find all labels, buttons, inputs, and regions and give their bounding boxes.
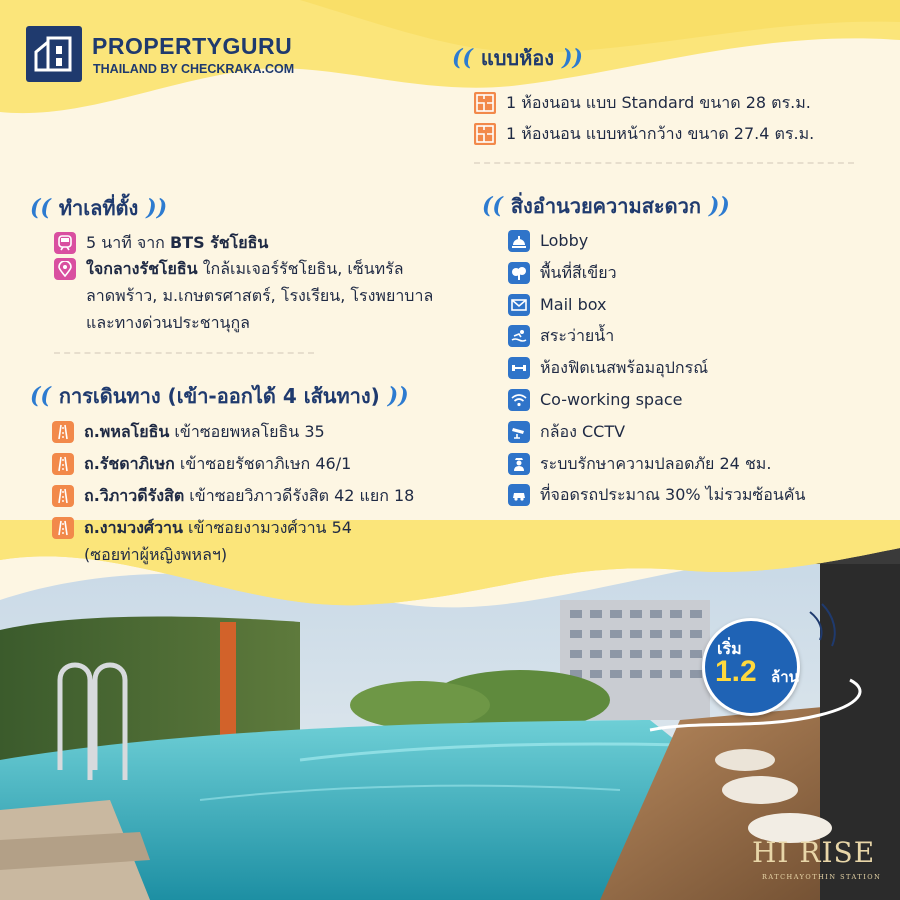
quote-close-icon: )): [146, 195, 168, 221]
facility-label: พื้นที่สีเขียว: [540, 262, 617, 282]
dumbbell-icon: [508, 357, 530, 379]
security-guard-icon: [508, 453, 530, 475]
facility-label: ห้องฟิตเนสพร้อมอุปกรณ์: [540, 358, 709, 378]
location-heading: [30, 192, 167, 224]
list-item: [508, 453, 898, 475]
price-unit: ล้าน: [771, 668, 799, 686]
quote-close-icon: )): [387, 383, 409, 409]
travel-list: [52, 421, 472, 568]
quote-close-icon: )): [562, 45, 583, 71]
facility-label: สระว่ายน้ำ: [540, 326, 615, 346]
room-type-text: 1 ห้องนอน แบบ Standard ขนาด 28 ตร.ม.: [506, 93, 811, 112]
list-item: [508, 421, 898, 443]
swimming-icon: [508, 325, 530, 347]
divider: [54, 352, 314, 355]
facility-label: กล้อง CCTV: [540, 421, 626, 441]
quote-open-icon: ((: [452, 45, 473, 71]
facility-label: Mail box: [540, 294, 607, 314]
list-item: [52, 485, 472, 507]
price-badge: [702, 618, 800, 716]
list-item: [474, 92, 894, 114]
tree-icon: [508, 262, 530, 284]
list-item: [54, 232, 454, 254]
project-logo: HI RISE: [752, 836, 876, 869]
location-text: ใจกลางรัชโยธิน ใกล้เมเจอร์รัชโยธิน, เซ็นทรัล ลาดพร้าว, ม.เกษตรศาสตร์, โรงเรียน, โรงพยาบาล และทางด่วนประชานุกูล: [86, 259, 434, 332]
facility-label: Co-working space: [540, 389, 683, 409]
travel-text: ถ.งามวงศ์วาน เข้าซอยงามวงศ์วาน 54 (ซอยท่าผู้หญิงพหลฯ): [84, 518, 352, 564]
facilities-title: สิ่งอำนวยความสะดวก: [510, 194, 701, 218]
quote-open-icon: ((: [482, 193, 503, 219]
travel-text: ถ.รัชดาภิเษก เข้าซอยรัชดาภิเษก 46/1: [84, 454, 352, 473]
facilities-heading: [482, 190, 730, 222]
travel-text: ถ.พหลโยธิน เข้าซอยพหลโยธิน 35: [84, 422, 325, 441]
room-types-title: แบบห้อง: [480, 46, 555, 70]
location-list: [54, 232, 454, 336]
list-item: [508, 325, 898, 347]
train-icon: [54, 232, 76, 254]
list-item: [474, 123, 894, 145]
wifi-icon: [508, 389, 530, 411]
brand-name: PROPERTYGURU: [92, 33, 293, 59]
road-icon: [52, 485, 74, 507]
list-item: [54, 258, 454, 336]
floor-plan-icon: [474, 92, 496, 114]
facility-label: ที่จอดรถประมาณ 30% ไม่รวมซ้อนคัน: [540, 485, 806, 505]
list-item: [508, 357, 898, 379]
list-item: [52, 421, 472, 443]
location-title: ทำเลที่ตั้ง: [58, 196, 139, 220]
quote-open-icon: ((: [30, 383, 51, 409]
car-parking-icon: [508, 484, 530, 506]
travel-title: การเดินทาง (เข้า-ออกได้ 4 เส้นทาง): [58, 384, 380, 408]
facilities-list: [508, 230, 898, 506]
concierge-bell-icon: [508, 230, 530, 252]
list-item: [508, 389, 898, 411]
location-text: 5 นาที จาก BTS รัชโยธิน: [86, 233, 269, 252]
quote-close-icon: )): [708, 193, 730, 219]
road-icon: [52, 453, 74, 475]
project-logo-subtitle: RATCHAYOTHIN STATION: [762, 873, 882, 881]
road-icon: [52, 421, 74, 443]
list-item: [508, 484, 898, 506]
facility-label: ระบบรักษาความปลอดภัย 24 ชม.: [540, 453, 772, 473]
map-pin-icon: [54, 258, 76, 280]
list-item: [52, 453, 472, 475]
facility-label: Lobby: [540, 231, 589, 250]
propertyguru-logo-icon: [26, 26, 82, 82]
room-type-text: 1 ห้องนอน แบบหน้ากว้าง ขนาด 27.4 ตร.ม.: [506, 124, 815, 143]
travel-text: ถ.วิภาวดีรังสิต เข้าซอยวิภาวดีรังสิต 42 แยก 18: [84, 486, 415, 505]
price-prefix: เริ่ม: [717, 639, 742, 658]
room-types-heading: [452, 42, 583, 74]
cctv-camera-icon: [508, 421, 530, 443]
list-item: [52, 517, 472, 568]
divider: [474, 162, 854, 165]
floor-plan-icon: [474, 123, 496, 145]
brand-subtitle: THAILAND BY CHECKRAKA.COM: [93, 62, 295, 76]
price-value: 1.2: [715, 655, 757, 688]
list-item: [508, 294, 898, 316]
mail-icon: [508, 294, 530, 316]
room-types-list: [474, 92, 894, 145]
list-item: [508, 262, 898, 284]
travel-heading: [30, 380, 409, 412]
road-icon: [52, 517, 74, 539]
quote-open-icon: ((: [30, 195, 51, 221]
list-item: [508, 230, 898, 252]
